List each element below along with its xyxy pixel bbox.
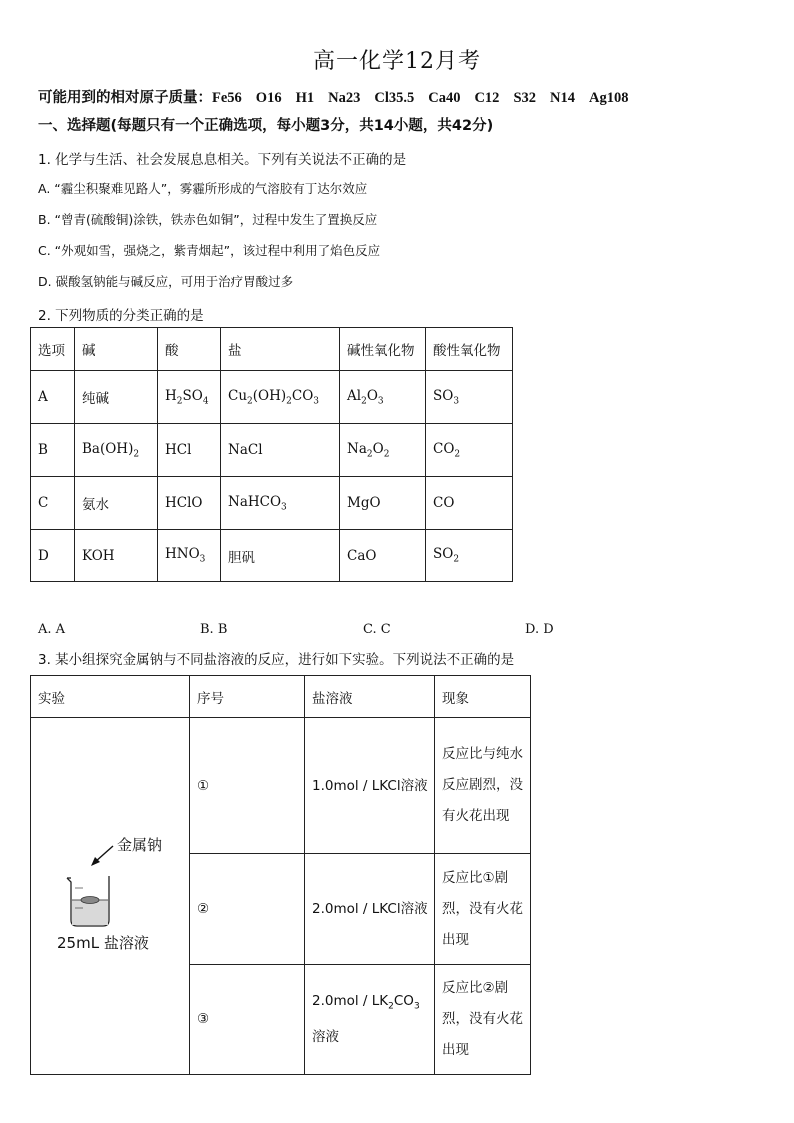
atomic-mass-item: Cl35.5 [374,90,415,106]
cell-number: ③ [190,964,305,1074]
table-row [31,530,513,582]
masses-list [212,89,642,106]
atomic-mass-item: S32 [513,90,537,106]
table-row [31,424,513,477]
cell-acid: $H_2SO_4$ [158,371,221,424]
q1-option-c: C. “外观如雪，强烧之，紫青烟起”，该过程中利用了焰色反应 [38,243,381,258]
q2-answer-c: C. C [363,622,391,637]
cell-acid: HClO [158,477,221,530]
cell-acidic-oxide: CO [426,477,513,530]
atomic-mass-item: Ag108 [589,90,629,106]
cell-option: A [31,371,75,424]
q1-option-a: A. “霾尘积聚难见路人”，雾霾所形成的气溶胶有丁达尔效应 [38,181,368,196]
cell-salt: NaHCO$_3$ [221,477,340,530]
cell-basic-oxide: $Al_2O_3$ [340,371,426,424]
cell-acid: $HNO_3$ [158,530,221,582]
col-header-base: 碱 [75,328,158,371]
cell-acidic-oxide: $CO_2$ [426,424,513,477]
experiment-table [30,675,531,1075]
table-row [31,477,513,530]
q1-option-b: B. “曾青(硫酸铜)涂铁，铁赤色如铜”，过程中发生了置换反应 [38,212,378,227]
cell-phenomenon: 反应比①剧烈，没有火花出现 [435,854,531,964]
atomic-mass-item: Na23 [328,90,361,106]
table-row [31,718,531,854]
col-header-acidic-oxide: 酸性氧化物 [426,328,513,371]
cell-solution: $2.0mol / LK_2CO_3$溶液 [305,964,435,1074]
cell-salt: 胆矾 [221,530,340,582]
cell-base: 氨水 [75,477,158,530]
col-header-basic-oxide: 碱性氧化物 [340,328,426,371]
q2-answer-b: B. B [200,622,228,637]
cell-basic-oxide: $Na_2O_2$ [340,424,426,477]
col-header-phenomenon: 现象 [435,676,531,718]
cell-salt: NaCl [221,424,340,477]
cell-option: D [31,530,75,582]
atomic-mass-item: O16 [255,90,282,106]
cell-acidic-oxide: $SO_3$ [426,371,513,424]
atomic-mass-item: C12 [474,90,500,106]
table-header-row [31,328,513,371]
cell-base: 纯碱 [75,371,158,424]
cell-basic-oxide: CaO [340,530,426,582]
atomic-mass-item: Fe56 [212,90,242,106]
cell-phenomenon: 反应比与纯水反应剧烈，没有火花出现 [435,718,531,854]
col-header-solution: 盐溶液 [305,676,435,718]
table-row [31,371,513,424]
figure-label-solution: 25mL 盐溶液 [57,934,149,952]
page-title: 高一化学12月考 [313,49,481,74]
cell-base: $Ba(OH)_2$ [75,424,158,477]
classification-table [30,327,513,582]
cell-option: B [31,424,75,477]
q2-answer-d: D. D [525,622,554,637]
beaker-figure [31,718,189,1074]
q2-answer-a: A. A [38,622,66,637]
cell-base: KOH [75,530,158,582]
q3-stem: 3. 某小组探究金属钠与不同盐溶液的反应，进行如下实验。下列说法不正确的是 [38,652,515,668]
cell-solution: 1.0mol / LKCl溶液 [305,718,435,854]
cell-basic-oxide: MgO [340,477,426,530]
col-header-number: 序号 [190,676,305,718]
cell-number: ① [190,718,305,854]
cell-phenomenon: 反应比②剧烈，没有火花出现 [435,964,531,1074]
col-header-salt: 盐 [221,328,340,371]
cell-salt: $Cu_2(OH)_2CO_3$ [221,371,340,424]
atomic-mass-item: Ca40 [428,90,461,106]
cell-option: C [31,477,75,530]
masses-label: 可能用到的相对原子质量： [38,90,212,106]
cell-solution: 2.0mol / LKCl溶液 [305,854,435,964]
experiment-figure-cell [31,718,190,1075]
figure-label-sodium: 金属钠 [117,836,163,854]
table-header-row [31,676,531,718]
cell-acid: HCl [158,424,221,477]
section-header: 一、选择题(每题只有一个正确选项，每小题3分，共14小题，共42分) [38,118,494,134]
q1-option-d: D. 碳酸氢钠能与碱反应，可用于治疗胃酸过多 [38,274,294,289]
q1-stem: 1. 化学与生活、社会发展息息相关。下列有关说法不正确的是 [38,152,407,168]
atomic-mass-item: H1 [295,90,315,106]
cell-number: ② [190,854,305,964]
beaker-icon [31,718,189,1074]
col-header-acid: 酸 [158,328,221,371]
q2-stem: 2. 下列物质的分类正确的是 [38,308,204,324]
cell-acidic-oxide: $SO_2$ [426,530,513,582]
atomic-masses [38,86,642,107]
col-header-option: 选项 [31,328,75,371]
col-header-experiment: 实验 [31,676,190,718]
atomic-mass-item: N14 [550,90,575,106]
